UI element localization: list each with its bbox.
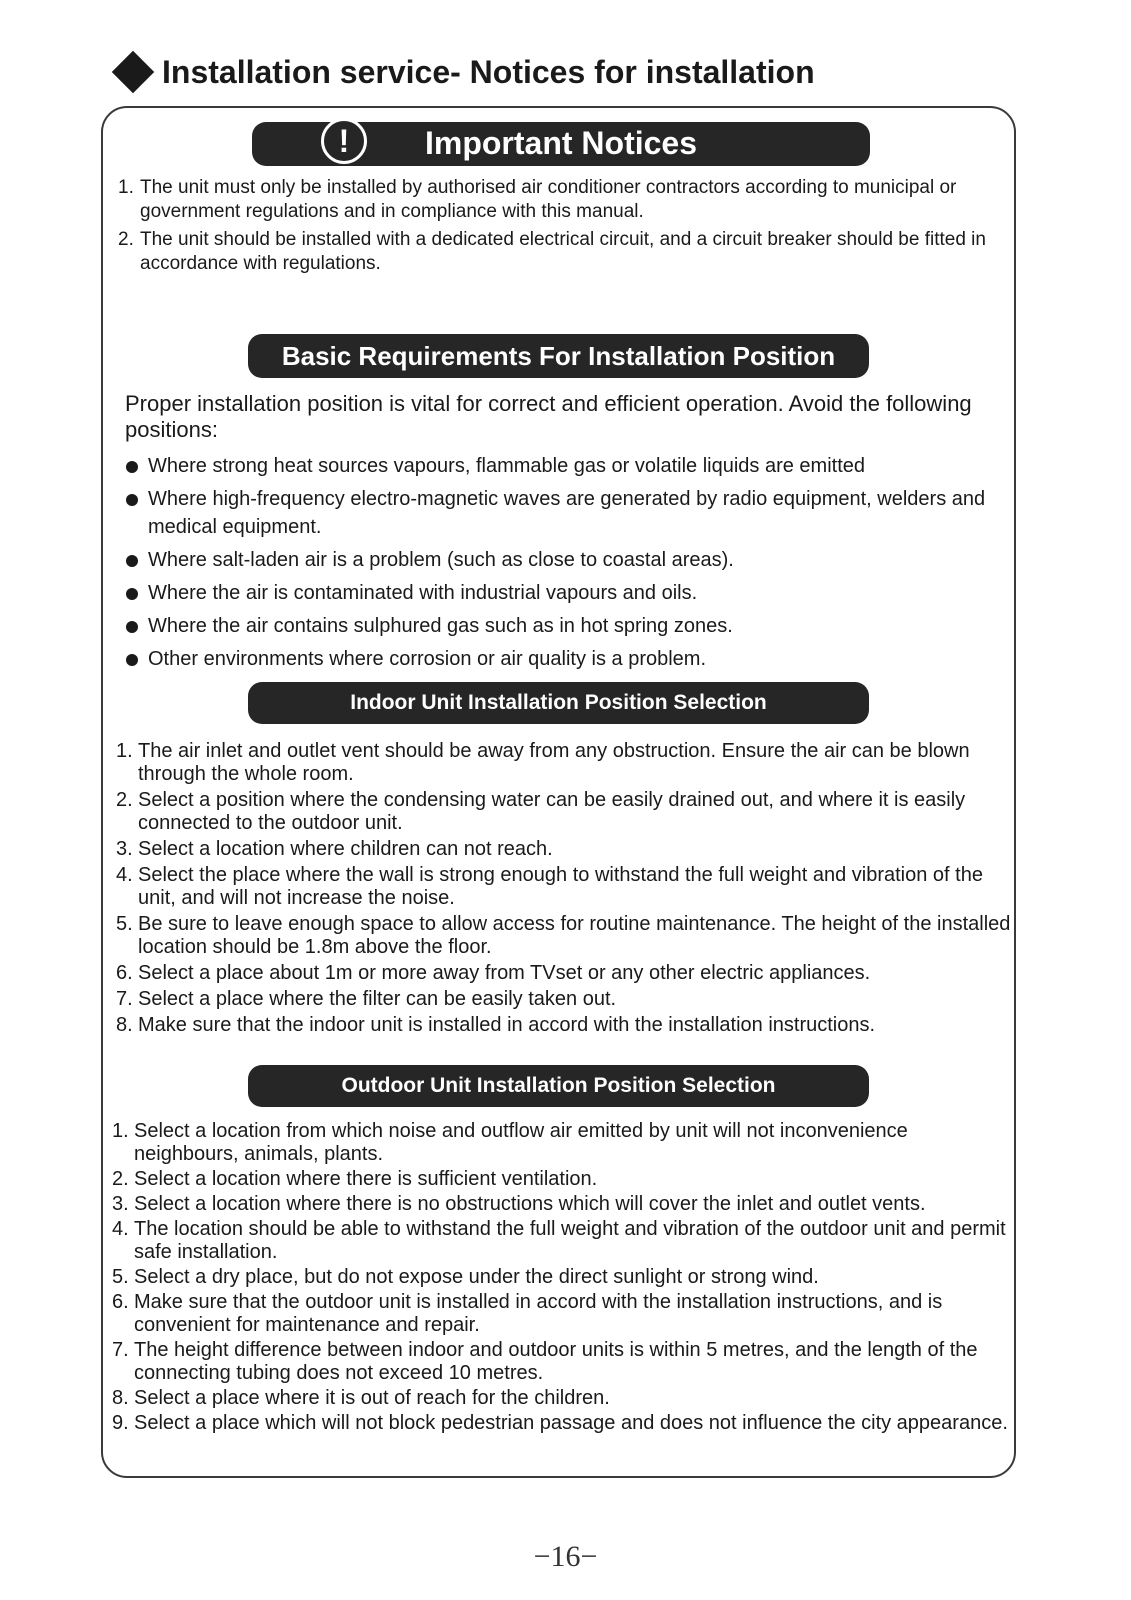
bullet-dot-icon [126,588,138,600]
avoid-positions-list [126,452,986,678]
outdoor-item [112,1339,1017,1385]
indoor-item [116,962,1016,985]
item-text: Make sure that the indoor unit is installed in accord with the installation instructions. [138,1014,876,1036]
item-text: Select a dry place, but do not expose under the direct sunlight or strong wind. [134,1266,819,1288]
bullet-dot-icon [126,555,138,567]
bullet-dot-icon [126,494,138,506]
bullet-dot-icon [126,461,138,473]
item-number: 8. [116,1014,133,1036]
outdoor-item [112,1168,1017,1191]
important-notices-heading: Important Notices [424,125,698,161]
notice-item [118,176,1033,224]
item-number: 1. [112,1120,129,1142]
avoid-position-item [126,485,986,541]
avoid-position-item [126,546,986,574]
outdoor-item [112,1412,1017,1435]
item-text: Make sure that the outdoor unit is installed in accord with the installation instructions, and is convenient for maintenance and repair. [134,1291,943,1336]
item-number: 1. [118,177,134,198]
item-number: 6. [116,962,133,984]
indoor-item [116,740,1016,786]
item-text: The air inlet and outlet vent should be away from any obstruction. Ensure the air can be blown through the whole room. [138,740,970,785]
outdoor-item [112,1120,1017,1166]
outdoor-item [112,1387,1017,1410]
item-number: 6. [112,1291,129,1313]
exclamation-circle-icon: ! [321,118,367,164]
item-text: The height difference between indoor and outdoor units is within 5 metres, and the length of the connecting tubing does not exceed 10 metres. [134,1339,978,1384]
item-number: 4. [116,864,133,886]
avoid-position-item [126,645,986,673]
indoor-selection-banner: Indoor Unit Installation Position Selection [248,682,869,724]
item-text: Select a position where the condensing water can be easily drained out, and where it is easily connected to the outdoor unit. [138,789,966,834]
avoid-position-text: Where high-frequency electro-magnetic waves are generated by radio equipment, welders and medical equipment. [148,488,986,538]
avoid-position-text: Where strong heat sources vapours, flammable gas or volatile liquids are emitted [148,455,866,477]
important-notices-list [118,176,1033,280]
indoor-item [116,838,1016,861]
item-number: 2. [116,789,133,811]
item-number: 2. [118,229,134,250]
notice-item [118,228,1033,276]
item-number: 5. [112,1266,129,1288]
item-text: Select a place about 1m or more away from TVset or any other electric appliances. [138,962,871,984]
outdoor-selection-list [112,1120,1017,1437]
item-text: The unit must only be installed by authorised air conditioner contractors according to municipal or government regulations and in compliance with this manual. [140,177,957,222]
avoid-position-item [126,452,986,480]
item-number: 9. [112,1412,129,1434]
bullet-dot-icon [126,654,138,666]
basic-requirements-banner: Basic Requirements For Installation Position [248,334,869,378]
avoid-position-text: Other environments where corrosion or air quality is a problem. [148,648,707,670]
item-text: Select a location where there is no obstructions which will cover the inlet and outlet vents. [134,1193,926,1215]
item-number: 1. [116,740,133,762]
avoid-position-item [126,612,986,640]
avoid-position-text: Where the air contains sulphured gas such as in hot spring zones. [148,615,733,637]
item-number: 5. [116,913,133,935]
page-title-text: Installation service- Notices for installation [162,53,815,90]
item-text: Select a place where it is out of reach for the children. [134,1387,610,1409]
item-text: Be sure to leave enough space to allow access for routine maintenance. The height of the installed location should be 1.8m above the floor. [138,913,1011,958]
bullet-dot-icon [126,621,138,633]
outdoor-item [112,1218,1017,1264]
item-text: The location should be able to withstand the full weight and vibration of the outdoor unit and permit safe installation. [134,1218,1006,1263]
avoid-position-text: Where the air is contaminated with industrial vapours and oils. [148,582,698,604]
item-number: 4. [112,1218,129,1240]
intro-paragraph: Proper installation position is vital for correct and efficient operation. Avoid the following positions: [125,391,972,442]
indoor-item [116,913,1016,959]
page-number: −16− [533,1540,598,1573]
outdoor-item [112,1291,1017,1337]
outdoor-selection-banner: Outdoor Unit Installation Position Selection [248,1065,869,1107]
item-text: The unit should be installed with a dedicated electrical circuit, and a circuit breaker should be fitted in accordance with regulations. [140,229,986,274]
item-text: Select a location from which noise and outflow air emitted by unit will not inconvenience neighbours, animals, plants. [134,1120,908,1165]
indoor-item [116,789,1016,835]
indoor-item [116,864,1016,910]
item-number: 2. [112,1168,129,1190]
indoor-item [116,1014,1016,1037]
page-title [112,50,815,94]
outdoor-item [112,1266,1017,1289]
item-number: 3. [112,1193,129,1215]
item-text: Select a place which will not block pedestrian passage and does not influence the city appearance. [134,1412,1008,1434]
indoor-selection-list [116,740,1016,1040]
diamond-bullet-icon [112,51,154,93]
item-number: 3. [116,838,133,860]
item-number: 7. [112,1339,129,1361]
item-text: Select a place where the filter can be easily taken out. [138,988,617,1010]
item-number: 8. [112,1387,129,1409]
avoid-position-item [126,579,986,607]
item-text: Select the place where the wall is strong enough to withstand the full weight and vibration of the unit, and will not increase the noise. [138,864,983,909]
item-text: Select a location where children can not reach. [138,838,553,860]
avoid-position-text: Where salt-laden air is a problem (such as close to coastal areas). [148,549,734,571]
indoor-item [116,988,1016,1011]
item-text: Select a location where there is sufficient ventilation. [134,1168,598,1190]
item-number: 7. [116,988,133,1010]
outdoor-item [112,1193,1017,1216]
